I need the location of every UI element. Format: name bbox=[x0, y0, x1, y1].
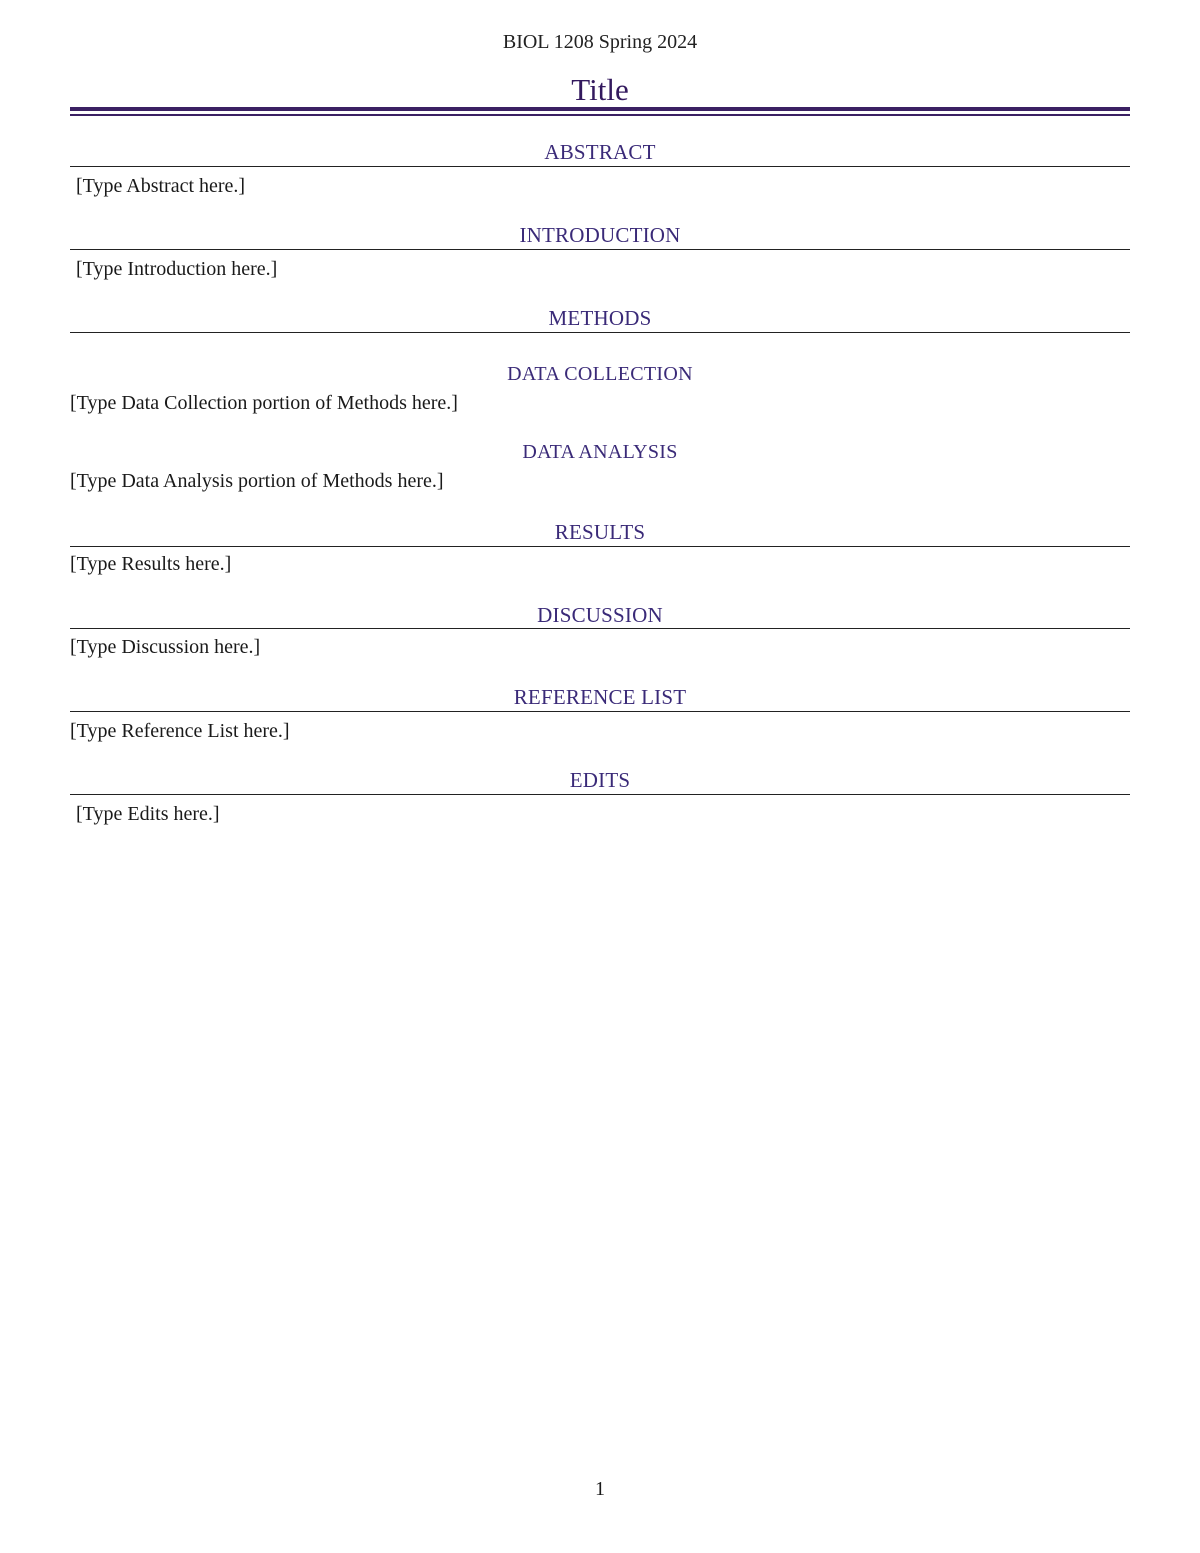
results-heading: RESULTS bbox=[554, 520, 646, 544]
title-rule-thin bbox=[70, 114, 1130, 116]
methods-rule bbox=[70, 332, 1130, 333]
title-rule-thick bbox=[70, 107, 1130, 111]
introduction-placeholder[interactable]: [Type Introduction here.] bbox=[76, 258, 278, 280]
page-number: 1 bbox=[595, 1478, 605, 1500]
edits-rule bbox=[70, 794, 1130, 795]
discussion-placeholder[interactable]: [Type Discussion here.] bbox=[70, 636, 261, 658]
introduction-rule bbox=[70, 249, 1130, 250]
running-head: BIOL 1208 Spring 2024 bbox=[502, 31, 698, 53]
abstract-heading: ABSTRACT bbox=[544, 140, 656, 164]
abstract-placeholder[interactable]: [Type Abstract here.] bbox=[76, 175, 246, 197]
methods-heading: METHODS bbox=[548, 306, 652, 330]
results-placeholder[interactable]: [Type Results here.] bbox=[70, 553, 232, 575]
results-rule bbox=[70, 546, 1130, 547]
document-title[interactable]: Title bbox=[571, 72, 629, 107]
data-collection-placeholder[interactable]: [Type Data Collection portion of Methods here.] bbox=[70, 392, 458, 414]
abstract-rule bbox=[70, 166, 1130, 167]
data-analysis-placeholder[interactable]: [Type Data Analysis portion of Methods here.] bbox=[70, 470, 444, 492]
data-analysis-heading: DATA ANALYSIS bbox=[522, 441, 678, 463]
reference-list-heading: REFERENCE LIST bbox=[513, 685, 687, 709]
edits-heading: EDITS bbox=[569, 768, 631, 792]
edits-placeholder[interactable]: [Type Edits here.] bbox=[76, 803, 220, 825]
data-collection-heading: DATA COLLECTION bbox=[507, 363, 693, 385]
discussion-rule bbox=[70, 628, 1130, 629]
reference-list-rule bbox=[70, 711, 1130, 712]
discussion-heading: DISCUSSION bbox=[537, 603, 663, 627]
introduction-heading: INTRODUCTION bbox=[519, 223, 681, 247]
reference-list-placeholder[interactable]: [Type Reference List here.] bbox=[70, 720, 290, 742]
